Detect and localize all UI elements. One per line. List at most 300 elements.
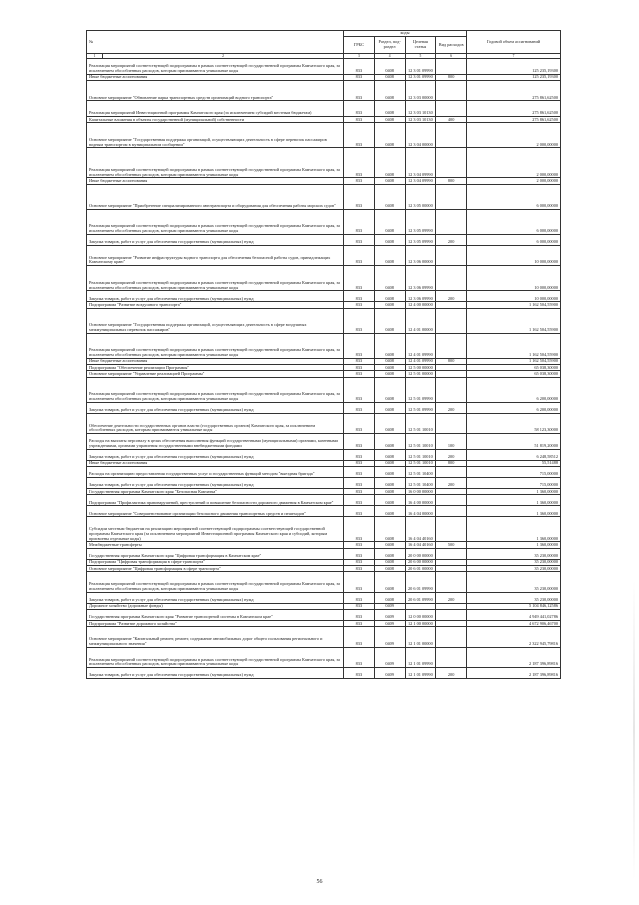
- row-description: Государственная программа Камчатского края "Развитие транспортной системы в Камчатском крае": [87, 610, 344, 621]
- row-section-code: 0408: [374, 148, 405, 178]
- row-expense-type: [436, 209, 467, 234]
- row-expense-type: 800: [436, 460, 467, 466]
- row-grbs-code: 833: [344, 333, 375, 358]
- row-section-code: 0408: [374, 559, 405, 565]
- row-expense-type: [436, 610, 467, 621]
- budget-table: [86, 30, 561, 679]
- row-description: Основное мероприятие "Государственная поддержка организаций, осуществляющих деятельность в сфере перевозок пассажиров водным транспортом в муниципальном сообщении": [87, 123, 344, 148]
- row-section-code: 0408: [374, 478, 405, 489]
- row-target-article: 12 3 01 09990: [405, 59, 436, 75]
- col-no-header: №: [87, 31, 344, 54]
- row-amount: 4 949 441,02786: [467, 610, 561, 621]
- row-grbs-code: 833: [344, 489, 375, 495]
- row-amount: 1 360,00000: [467, 506, 561, 517]
- row-target-article: 12 3 03 10130: [405, 117, 436, 123]
- row-grbs-code: 833: [344, 358, 375, 364]
- row-description: Закупка товаров, работ и услуг для обеспечения государственных (муниципальных) нужд: [87, 478, 344, 489]
- row-target-article: 12 3 01 09990: [405, 74, 436, 80]
- table-row: [87, 123, 561, 148]
- row-description: Капитальные вложения в объекты государственной (муниципальной) собственности: [87, 117, 344, 123]
- row-amount: 51 819,20000: [467, 434, 561, 450]
- row-description: Субсидии местным бюджетам на реализацию мероприятий соответствующей подпрограммы соответствующей государственной программы Камчатского края (за исключением мероприятий Инвестиционной программы Камчатского края и субсидий, которым присвоены отдельные коды): [87, 517, 344, 542]
- row-description: Реализация мероприятий соответствующей подпрограммы в рамках соответствующей государственной программы Камчатского края, за исключением обособленных расходов, которым присваиваются уникальные коды: [87, 209, 344, 234]
- row-section-code: 0408: [374, 266, 405, 291]
- table-row: [87, 572, 561, 592]
- row-description: Основное мероприятие "Капитальный ремонт, ремонт, содержание автомобильных дорог общего пользования регионального и межмуниципального значения": [87, 627, 344, 647]
- row-grbs-code: 833: [344, 308, 375, 333]
- row-amount: 65 038,30000: [467, 365, 561, 371]
- row-section-code: 0408: [374, 74, 405, 80]
- table-row: [87, 668, 561, 679]
- row-section-code: 0409: [374, 610, 405, 621]
- row-grbs-code: 833: [344, 592, 375, 603]
- table-row: [87, 495, 561, 506]
- annual-volume-header: Годовой объем ассигнований: [467, 31, 561, 54]
- row-section-code: 0408: [374, 548, 405, 559]
- row-section-code: 0408: [374, 517, 405, 542]
- table-row: [87, 627, 561, 647]
- table-row: [87, 184, 561, 209]
- row-expense-type: [436, 266, 467, 291]
- row-grbs-code: 833: [344, 610, 375, 621]
- row-amount: 2 322 945,79816: [467, 627, 561, 647]
- row-grbs-code: 833: [344, 266, 375, 291]
- row-amount: 715,00000: [467, 478, 561, 489]
- row-amount: 275 861,62500: [467, 117, 561, 123]
- row-grbs-code: 833: [344, 209, 375, 234]
- row-section-code: 0408: [374, 184, 405, 209]
- table-row: [87, 59, 561, 75]
- row-section-code: 0408: [374, 209, 405, 234]
- row-description: Основное мероприятие "Совершенствование организации безопасного движения транспортных средств и пешеходов": [87, 506, 344, 517]
- row-expense-type: 400: [436, 117, 467, 123]
- row-target-article: 12 1 01 09990: [405, 668, 436, 679]
- row-grbs-code: 833: [344, 377, 375, 402]
- row-amount: 275 861,62500: [467, 101, 561, 117]
- row-amount: 1 360,00000: [467, 542, 561, 548]
- row-amount: 2 187 396,89816: [467, 668, 561, 679]
- table-row: [87, 148, 561, 178]
- row-expense-type: [436, 517, 467, 542]
- row-target-article: 16 4 04 00000: [405, 506, 436, 517]
- row-amount: 55,51488: [467, 460, 561, 466]
- row-description: Обеспечение деятельности государственных органов власти (государственных органов) Камчатского края, за исключением обособленных расходов, которым присваиваются уникальные коды: [87, 413, 344, 433]
- row-target-article: 12 5 00 00000: [405, 365, 436, 371]
- row-expense-type: 200: [436, 402, 467, 413]
- row-amount: 10 000,00000: [467, 266, 561, 291]
- row-section-code: 0408: [374, 542, 405, 548]
- row-expense-type: 800: [436, 74, 467, 80]
- row-expense-type: 200: [436, 449, 467, 460]
- row-description: Закупка товаров, работ и услуг для обеспечения государственных (муниципальных) нужд: [87, 592, 344, 603]
- table-row: [87, 449, 561, 460]
- col-number-3: 3: [344, 54, 375, 59]
- row-expense-type: [436, 123, 467, 148]
- row-target-article: 12 4 00 00000: [405, 302, 436, 308]
- row-grbs-code: 833: [344, 460, 375, 466]
- row-target-article: 12 4 01 09990: [405, 333, 436, 358]
- row-grbs-code: 833: [344, 302, 375, 308]
- row-expense-type: [436, 495, 467, 506]
- row-description: Государственная программа Камчатского края "Цифровая трансформация в Камчатском крае": [87, 548, 344, 559]
- row-target-article: 12 0 00 00000: [405, 610, 436, 621]
- row-amount: 1 360,00000: [467, 495, 561, 506]
- row-expense-type: 200: [436, 291, 467, 302]
- row-grbs-code: 833: [344, 365, 375, 371]
- row-description: Реализация мероприятий соответствующей подпрограммы в рамках соответствующей государственной программы Камчатского края, за исключением обособленных расходов, которым присваиваются уникальные коды: [87, 148, 344, 178]
- row-target-article: 12 3 04 00000: [405, 123, 436, 148]
- col-number-1: 1: [87, 54, 103, 58]
- row-section-code: 0408: [374, 80, 405, 100]
- row-section-code: 0408: [374, 302, 405, 308]
- row-grbs-code: 833: [344, 668, 375, 679]
- table-row: [87, 209, 561, 234]
- row-section-code: 0408: [374, 572, 405, 592]
- table-row: [87, 548, 561, 559]
- row-expense-type: [436, 377, 467, 402]
- row-grbs-code: 833: [344, 621, 375, 627]
- row-description: Основное мероприятие "Государственная поддержка организаций, осуществляющих деятельность в сфере воздушных межмуниципальных перевозок пассажиров": [87, 308, 344, 333]
- row-target-article: 12 1 01 09990: [405, 647, 436, 667]
- row-description: Основное мероприятие "Цифровая трансформация в сфере транспорта": [87, 566, 344, 572]
- row-amount: 2 000,00000: [467, 178, 561, 184]
- table-row: [87, 478, 561, 489]
- row-amount: 35 230,00000: [467, 559, 561, 565]
- row-target-article: 12 5 01 10010: [405, 449, 436, 460]
- row-target-article: 12 4 01 09990: [405, 358, 436, 364]
- row-description: Подпрограмма "Обеспечение реализации Программы": [87, 365, 344, 371]
- row-target-article: 12 3 05 09990: [405, 234, 436, 245]
- row-description: Реализация мероприятий соответствующей подпрограммы в рамках соответствующей государственной программы Камчатского края, за исключением обособленных расходов, которым присваиваются уникальные коды: [87, 266, 344, 291]
- row-target-article: 12 5 01 09990: [405, 377, 436, 402]
- row-grbs-code: 833: [344, 74, 375, 80]
- row-amount: 1 360,00000: [467, 517, 561, 542]
- row-target-article: 12 5 01 09990: [405, 402, 436, 413]
- table-row: [87, 647, 561, 667]
- codes-header: коды: [344, 31, 467, 37]
- row-section-code: 0408: [374, 413, 405, 433]
- row-grbs-code: 833: [344, 548, 375, 559]
- row-amount: 58 123,30000: [467, 413, 561, 433]
- row-section-code: 0408: [374, 592, 405, 603]
- row-description: Иные бюджетные ассигнования: [87, 460, 344, 466]
- row-target-article: 20 6 01 09990: [405, 572, 436, 592]
- row-target-article: 20 0 00 00000: [405, 548, 436, 559]
- row-target-article: 20 6 00 00000: [405, 559, 436, 565]
- row-section-code: 0408: [374, 449, 405, 460]
- row-grbs-code: 833: [344, 80, 375, 100]
- row-section-code: 0409: [374, 603, 405, 609]
- row-amount: 6 248,58512: [467, 449, 561, 460]
- row-expense-type: [436, 101, 467, 117]
- row-grbs-code: 833: [344, 178, 375, 184]
- table-row: [87, 402, 561, 413]
- row-amount: 2 000,00000: [467, 148, 561, 178]
- row-amount: 2 000,00000: [467, 123, 561, 148]
- row-expense-type: 200: [436, 592, 467, 603]
- row-amount: 715,00000: [467, 467, 561, 478]
- row-section-code: 0408: [374, 467, 405, 478]
- row-target-article: 12 3 06 09990: [405, 266, 436, 291]
- row-grbs-code: 833: [344, 566, 375, 572]
- col-number-5: 5: [405, 54, 436, 59]
- row-expense-type: [436, 647, 467, 667]
- row-section-code: 0408: [374, 365, 405, 371]
- row-grbs-code: 833: [344, 371, 375, 377]
- row-target-article: 12 3 05 00000: [405, 184, 436, 209]
- row-description: Иные бюджетные ассигнования: [87, 358, 344, 364]
- row-section-code: 0408: [374, 377, 405, 402]
- row-description: Подпрограмма "Развитие воздушного транспорта": [87, 302, 344, 308]
- row-expense-type: [436, 184, 467, 209]
- row-target-article: 12 3 06 00000: [405, 245, 436, 265]
- table-row: [87, 266, 561, 291]
- table-row: [87, 467, 561, 478]
- row-expense-type: [436, 80, 467, 100]
- row-expense-type: 800: [436, 358, 467, 364]
- row-grbs-code: 833: [344, 101, 375, 117]
- row-description: Основное мероприятие "Управление реализацией Программы": [87, 371, 344, 377]
- row-target-article: 16 4 04 40160: [405, 517, 436, 542]
- row-grbs-code: 833: [344, 402, 375, 413]
- row-grbs-code: 833: [344, 603, 375, 609]
- row-description: Реализация мероприятий соответствующей подпрограммы в рамках соответствующей государственной программы Камчатского края, за исключением обособленных расходов, которым присваиваются уникальные коды: [87, 333, 344, 358]
- row-amount: 6 000,00000: [467, 209, 561, 234]
- row-section-code: 0408: [374, 566, 405, 572]
- row-expense-type: [436, 148, 467, 178]
- row-description: Закупка товаров, работ и услуг для обеспечения государственных (муниципальных) нужд: [87, 234, 344, 245]
- row-description: Реализация мероприятий соответствующей подпрограммы в рамках соответствующей государственной программы Камчатского края, за исключением обособленных расходов, которым присваиваются уникальные коды: [87, 572, 344, 592]
- row-section-code: 0408: [374, 495, 405, 506]
- row-target-article: 12 3 06 09990: [405, 291, 436, 302]
- row-expense-type: 800: [436, 178, 467, 184]
- row-amount: 4 672 906,46700: [467, 621, 561, 627]
- page-number: 56: [316, 879, 323, 885]
- row-target-article: 12 4 01 00000: [405, 308, 436, 333]
- row-section-code: 0408: [374, 234, 405, 245]
- row-expense-type: [436, 308, 467, 333]
- row-grbs-code: 833: [344, 148, 375, 178]
- row-grbs-code: 833: [344, 413, 375, 433]
- row-description: Подпрограмма "Развитие дорожного хозяйства": [87, 621, 344, 627]
- table-row: [87, 377, 561, 402]
- row-description: Межбюджетные трансферты: [87, 542, 344, 548]
- row-target-article: 20 6 01 00000: [405, 566, 436, 572]
- row-description: Закупка товаров, работ и услуг для обеспечения государственных (муниципальных) нужд: [87, 449, 344, 460]
- row-grbs-code: 833: [344, 559, 375, 565]
- row-target-article: 16 4 04 40160: [405, 542, 436, 548]
- row-description: Подпрограмма "Цифровая трансформация в сфере транспорта": [87, 559, 344, 565]
- table-row: [87, 80, 561, 100]
- row-target-article: 12 3 05 09990: [405, 209, 436, 234]
- row-description: Расходы на организацию предоставления государственных услуг и государственных функций методом "выездная бригада": [87, 467, 344, 478]
- row-grbs-code: 833: [344, 117, 375, 123]
- col-number-6: 6: [436, 54, 467, 59]
- row-section-code: 0409: [374, 627, 405, 647]
- row-expense-type: [436, 245, 467, 265]
- row-grbs-code: 833: [344, 478, 375, 489]
- expense-type-header: Вид расходов: [436, 37, 467, 54]
- row-description: Реализация мероприятий Инвестиционной программы Камчатского края (за исключением субсидий местным бюджетам): [87, 101, 344, 117]
- row-section-code: 0408: [374, 358, 405, 364]
- target-article-header: Целевая статья: [405, 37, 436, 54]
- table-row: [87, 101, 561, 117]
- row-grbs-code: 833: [344, 517, 375, 542]
- row-description: Реализация мероприятий соответствующей подпрограммы в рамках соответствующей государственной программы Камчатского края, за исключением обособленных расходов, которым присваиваются уникальные коды: [87, 377, 344, 402]
- row-target-article: 12 1 01 00000: [405, 627, 436, 647]
- col-number-2: 2: [222, 54, 224, 58]
- row-description: Подпрограмма "Профилактика правонарушений, преступлений и повышение безопасности дорожного движения в Камчатском крае": [87, 495, 344, 506]
- row-section-code: 0408: [374, 117, 405, 123]
- row-amount: 6 000,00000: [467, 234, 561, 245]
- row-target-article: 12 5 01 10400: [405, 467, 436, 478]
- row-grbs-code: 833: [344, 234, 375, 245]
- row-amount: 35 230,00000: [467, 572, 561, 592]
- row-amount: 1 162 504,55900: [467, 358, 561, 364]
- row-amount: 275 861,62500: [467, 80, 561, 100]
- row-grbs-code: 833: [344, 245, 375, 265]
- row-amount: 10 000,00000: [467, 245, 561, 265]
- row-section-code: 0408: [374, 245, 405, 265]
- table-row: [87, 291, 561, 302]
- row-amount: 1 162 504,55900: [467, 308, 561, 333]
- row-expense-type: [436, 467, 467, 478]
- row-expense-type: [436, 59, 467, 75]
- row-grbs-code: 833: [344, 506, 375, 517]
- row-amount: 35 230,00000: [467, 592, 561, 603]
- row-amount: 6 000,00000: [467, 184, 561, 209]
- row-description: Реализация мероприятий соответствующей подпрограммы в рамках соответствующей государственной программы Камчатского края, за исключением обособленных расходов, которым присваиваются уникальные коды: [87, 59, 344, 75]
- row-section-code: 0408: [374, 506, 405, 517]
- row-section-code: 0409: [374, 668, 405, 679]
- row-target-article: 12 5 01 00000: [405, 371, 436, 377]
- row-section-code: 0408: [374, 291, 405, 302]
- row-description: Закупка товаров, работ и услуг для обеспечения государственных (муниципальных) нужд: [87, 668, 344, 679]
- row-description: Дорожное хозяйство (дорожные фонды): [87, 603, 344, 609]
- row-expense-type: [436, 548, 467, 559]
- row-amount: 6 200,00000: [467, 402, 561, 413]
- row-amount: 65 038,30000: [467, 371, 561, 377]
- row-section-code: 0408: [374, 178, 405, 184]
- table-row: [87, 308, 561, 333]
- row-amount: 35 230,00000: [467, 548, 561, 559]
- row-target-article: 12 3 04 09990: [405, 178, 436, 184]
- col-number-4: 4: [374, 54, 405, 59]
- row-section-code: 0408: [374, 434, 405, 450]
- row-grbs-code: 833: [344, 542, 375, 548]
- row-expense-type: [436, 572, 467, 592]
- row-target-article: 12 5 01 10400: [405, 478, 436, 489]
- row-section-code: 0408: [374, 123, 405, 148]
- table-row: [87, 506, 561, 517]
- row-section-code: 0408: [374, 101, 405, 117]
- row-target-article: 12 3 03 00000: [405, 80, 436, 100]
- row-description: Закупка товаров, работ и услуг для обеспечения государственных (муниципальных) нужд: [87, 402, 344, 413]
- col-number-7: 7: [467, 54, 561, 59]
- row-amount: 6 200,00000: [467, 377, 561, 402]
- row-target-article: 20 6 01 09990: [405, 592, 436, 603]
- row-section-code: 0408: [374, 371, 405, 377]
- row-section-code: 0409: [374, 621, 405, 627]
- row-expense-type: [436, 413, 467, 433]
- row-section-code: 0408: [374, 308, 405, 333]
- row-amount: 1 360,00000: [467, 489, 561, 495]
- row-description: Государственная программа Камчатского края "Безопасная Камчатка": [87, 489, 344, 495]
- row-amount: 2 187 396,89816: [467, 647, 561, 667]
- row-expense-type: 100: [436, 434, 467, 450]
- table-body: [87, 59, 561, 679]
- table-row: [87, 413, 561, 433]
- row-expense-type: [436, 627, 467, 647]
- scan-edge-mark: [633, 580, 635, 880]
- row-target-article: 12 5 01 10010: [405, 460, 436, 466]
- row-description: Закупка товаров, работ и услуг для обеспечения государственных (муниципальных) нужд: [87, 291, 344, 302]
- row-expense-type: [436, 333, 467, 358]
- row-target-article: 12 5 01 10010: [405, 434, 436, 450]
- row-grbs-code: 833: [344, 572, 375, 592]
- row-grbs-code: 833: [344, 59, 375, 75]
- row-target-article: 12 5 01 10010: [405, 413, 436, 433]
- row-grbs-code: 833: [344, 647, 375, 667]
- row-section-code: 0408: [374, 333, 405, 358]
- row-section-code: 0408: [374, 489, 405, 495]
- row-amount: 1 162 504,55900: [467, 333, 561, 358]
- row-expense-type: 500: [436, 542, 467, 548]
- row-amount: 10 000,00000: [467, 291, 561, 302]
- row-description: Реализация мероприятий соответствующей подпрограммы в рамках соответствующей государственной программы Камчатского края, за исключением обособленных расходов, которым присваиваются уникальные коды: [87, 647, 344, 667]
- document-page: [86, 30, 561, 679]
- row-target-article: 12 1 00 00000: [405, 621, 436, 627]
- row-expense-type: [436, 506, 467, 517]
- table-row: [87, 245, 561, 265]
- row-section-code: 0408: [374, 402, 405, 413]
- row-amount: 35 230,00000: [467, 566, 561, 572]
- row-description: Расходы на выплаты персоналу в целях обеспечения выполнения функций государственными (муниципальными) органами, казенными учреждениями, органами управления государственными внебюджетными фондами: [87, 434, 344, 450]
- row-amount: 5 104 846,12586: [467, 603, 561, 609]
- row-expense-type: 200: [436, 234, 467, 245]
- row-description: Основное мероприятие "Обновление парка транспортных средств организаций водного транспорта": [87, 80, 344, 100]
- table-row: [87, 517, 561, 542]
- row-section-code: 0408: [374, 59, 405, 75]
- row-amount: 125 235,19300: [467, 74, 561, 80]
- row-expense-type: 200: [436, 668, 467, 679]
- row-description: Основное мероприятие "Развитие инфраструктуры водного транспорта для обеспечения безопасной работы судов, принадлежащих Камчатскому краю": [87, 245, 344, 265]
- row-section-code: 0408: [374, 460, 405, 466]
- row-description: Основное мероприятие "Приобретение специализированного автотранспорта и оборудования для обеспечения работы морских судов": [87, 184, 344, 209]
- table-row: [87, 592, 561, 603]
- row-grbs-code: 833: [344, 449, 375, 460]
- row-grbs-code: 833: [344, 123, 375, 148]
- row-target-article: 12 3 04 09990: [405, 148, 436, 178]
- row-grbs-code: 833: [344, 467, 375, 478]
- table-row: [87, 434, 561, 450]
- table-row: [87, 234, 561, 245]
- section-header: Раздел, под-раздел: [374, 37, 405, 54]
- row-grbs-code: 833: [344, 627, 375, 647]
- row-amount: 1 162 504,55900: [467, 302, 561, 308]
- row-description: Иные бюджетные ассигнования: [87, 178, 344, 184]
- table-row: [87, 610, 561, 621]
- row-target-article: 12 3 03 10130: [405, 101, 436, 117]
- row-amount: 125 235,19300: [467, 59, 561, 75]
- row-grbs-code: 833: [344, 434, 375, 450]
- row-section-code: 0409: [374, 647, 405, 667]
- row-target-article: 16 4 00 00000: [405, 495, 436, 506]
- row-grbs-code: 833: [344, 495, 375, 506]
- row-target-article: 16 0 00 00000: [405, 489, 436, 495]
- row-grbs-code: 833: [344, 291, 375, 302]
- grbs-header: ГРБС: [344, 37, 375, 54]
